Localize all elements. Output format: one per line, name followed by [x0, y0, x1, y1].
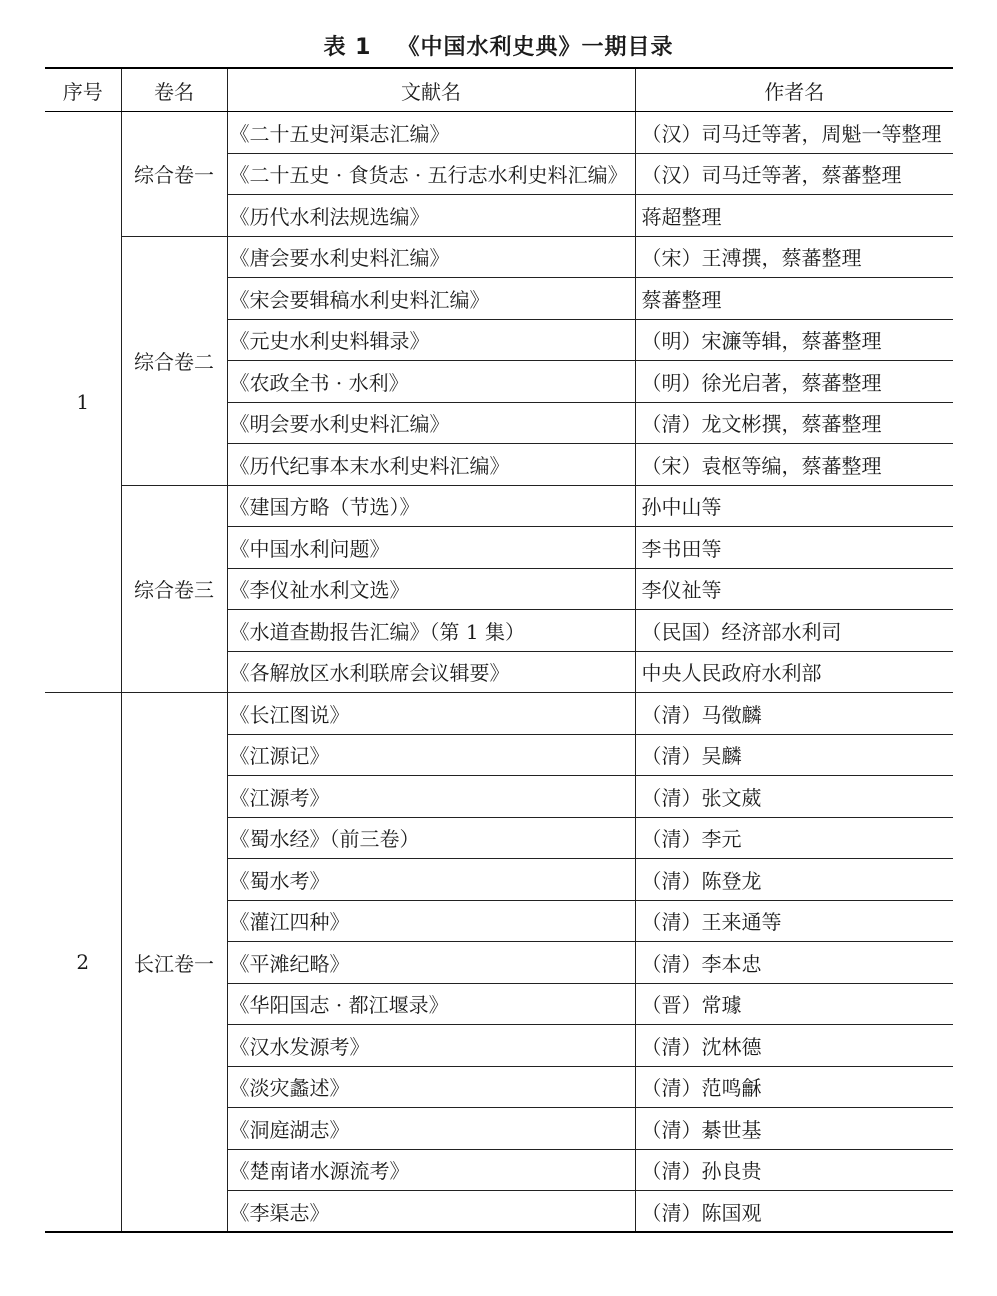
document-title-cell: 《李渠志》 — [227, 1191, 635, 1233]
author-cell: （宋）王溥撰，蔡蕃整理 — [635, 236, 953, 278]
author-cell: （汉）司马迁等著，周魁一等整理 — [635, 112, 953, 154]
document-title-cell: 《明会要水利史料汇编》 — [227, 402, 635, 444]
author-cell: 李仪祉等 — [635, 568, 953, 610]
author-cell: （明）徐光启著，蔡蕃整理 — [635, 361, 953, 403]
seq-cell: 1 — [76, 390, 90, 414]
volume-cell: 综合卷二 — [121, 236, 227, 485]
author-cell: （清）沈林德 — [635, 1025, 953, 1067]
document-title-cell: 《楚南诸水源流考》 — [227, 1149, 635, 1191]
document-title-cell: 《蜀水考》 — [227, 859, 635, 901]
author-cell: （清）范鸣龢 — [635, 1066, 953, 1108]
table-row — [45, 693, 953, 735]
author-cell: （汉）司马迁等著，蔡蕃整理 — [635, 153, 953, 195]
document-title-cell: 《唐会要水利史料汇编》 — [227, 236, 635, 278]
document-title-cell: 《李仪祉水利文选》 — [227, 568, 635, 610]
document-title-cell: 《建国方略（节选）》 — [227, 485, 635, 527]
author-cell: （清）张文葳 — [635, 776, 953, 818]
author-cell: （晋）常璩 — [635, 983, 953, 1025]
catalog-table — [45, 67, 953, 1233]
author-cell: （宋）袁枢等编，蔡蕃整理 — [635, 444, 953, 486]
document-title-cell: 《长江图说》 — [227, 693, 635, 735]
author-cell: 李书田等 — [635, 527, 953, 569]
document-title-cell: 《平滩纪略》 — [227, 942, 635, 984]
author-cell: （清）綦世基 — [635, 1108, 953, 1150]
document-title-cell: 《中国水利问题》 — [227, 527, 635, 569]
table-title-text: 《中国水利史典》一期目录 — [397, 35, 674, 60]
col-header-author: 作者名 — [635, 68, 953, 112]
table-title — [0, 30, 997, 61]
document-title-cell: 《灌江四种》 — [227, 900, 635, 942]
author-cell: 蔡蕃整理 — [635, 278, 953, 320]
document-title-cell: 《江源记》 — [227, 734, 635, 776]
table-body — [45, 112, 953, 1233]
author-cell: （清）吴麟 — [635, 734, 953, 776]
author-cell: （清）陈国观 — [635, 1191, 953, 1233]
document-title-cell: 《淡灾蠡述》 — [227, 1066, 635, 1108]
author-cell: （清）李本忠 — [635, 942, 953, 984]
table-row — [45, 112, 953, 154]
author-cell: （清）马徵麟 — [635, 693, 953, 735]
document-title-cell: 《华阳国志 · 都江堰录》 — [227, 983, 635, 1025]
document-title-cell: 《洞庭湖志》 — [227, 1108, 635, 1150]
seq-cell: 2 — [45, 693, 121, 1233]
document-title-cell: 《二十五史河渠志汇编》 — [227, 112, 635, 154]
author-cell: 孙中山等 — [635, 485, 953, 527]
document-title-cell: 《历代水利法规选编》 — [227, 195, 635, 237]
volume-cell: 长江卷一 — [121, 693, 227, 1233]
author-cell: 中央人民政府水利部 — [635, 651, 953, 693]
document-title-cell: 《各解放区水利联席会议辑要》 — [227, 651, 635, 693]
document-title-cell: 《蜀水经》（前三卷） — [227, 817, 635, 859]
table-row — [45, 485, 953, 527]
col-header-seq: 序号 — [45, 68, 121, 112]
document-title-cell: 《水道查勘报告汇编》（第 1 集） — [227, 610, 635, 652]
author-cell: 蒋超整理 — [635, 195, 953, 237]
author-cell: （清）李元 — [635, 817, 953, 859]
author-cell: （民国）经济部水利司 — [635, 610, 953, 652]
author-cell: （清）孙良贵 — [635, 1149, 953, 1191]
table-header — [45, 68, 953, 112]
document-title-cell: 《江源考》 — [227, 776, 635, 818]
document-title-cell: 《宋会要辑稿水利史料汇编》 — [227, 278, 635, 320]
author-cell: （清）龙文彬撰，蔡蕃整理 — [635, 402, 953, 444]
document-title-cell: 《二十五史 · 食货志 · 五行志水利史料汇编》 — [227, 153, 635, 195]
volume-cell: 综合卷三 — [121, 485, 227, 693]
document-title-cell: 《元史水利史料辑录》 — [227, 319, 635, 361]
table-row — [45, 236, 953, 278]
table-number: 表 1 — [323, 35, 372, 60]
document-title-cell: 《汉水发源考》 — [227, 1025, 635, 1067]
author-cell: （清）陈登龙 — [635, 859, 953, 901]
author-cell: （明）宋濂等辑，蔡蕃整理 — [635, 319, 953, 361]
col-header-volume: 卷名 — [121, 68, 227, 112]
author-cell: （清）王来通等 — [635, 900, 953, 942]
document-title-cell: 《农政全书 · 水利》 — [227, 361, 635, 403]
col-header-document: 文献名 — [227, 68, 635, 112]
volume-cell: 综合卷一 — [121, 112, 227, 237]
document-title-cell: 《历代纪事本末水利史料汇编》 — [227, 444, 635, 486]
